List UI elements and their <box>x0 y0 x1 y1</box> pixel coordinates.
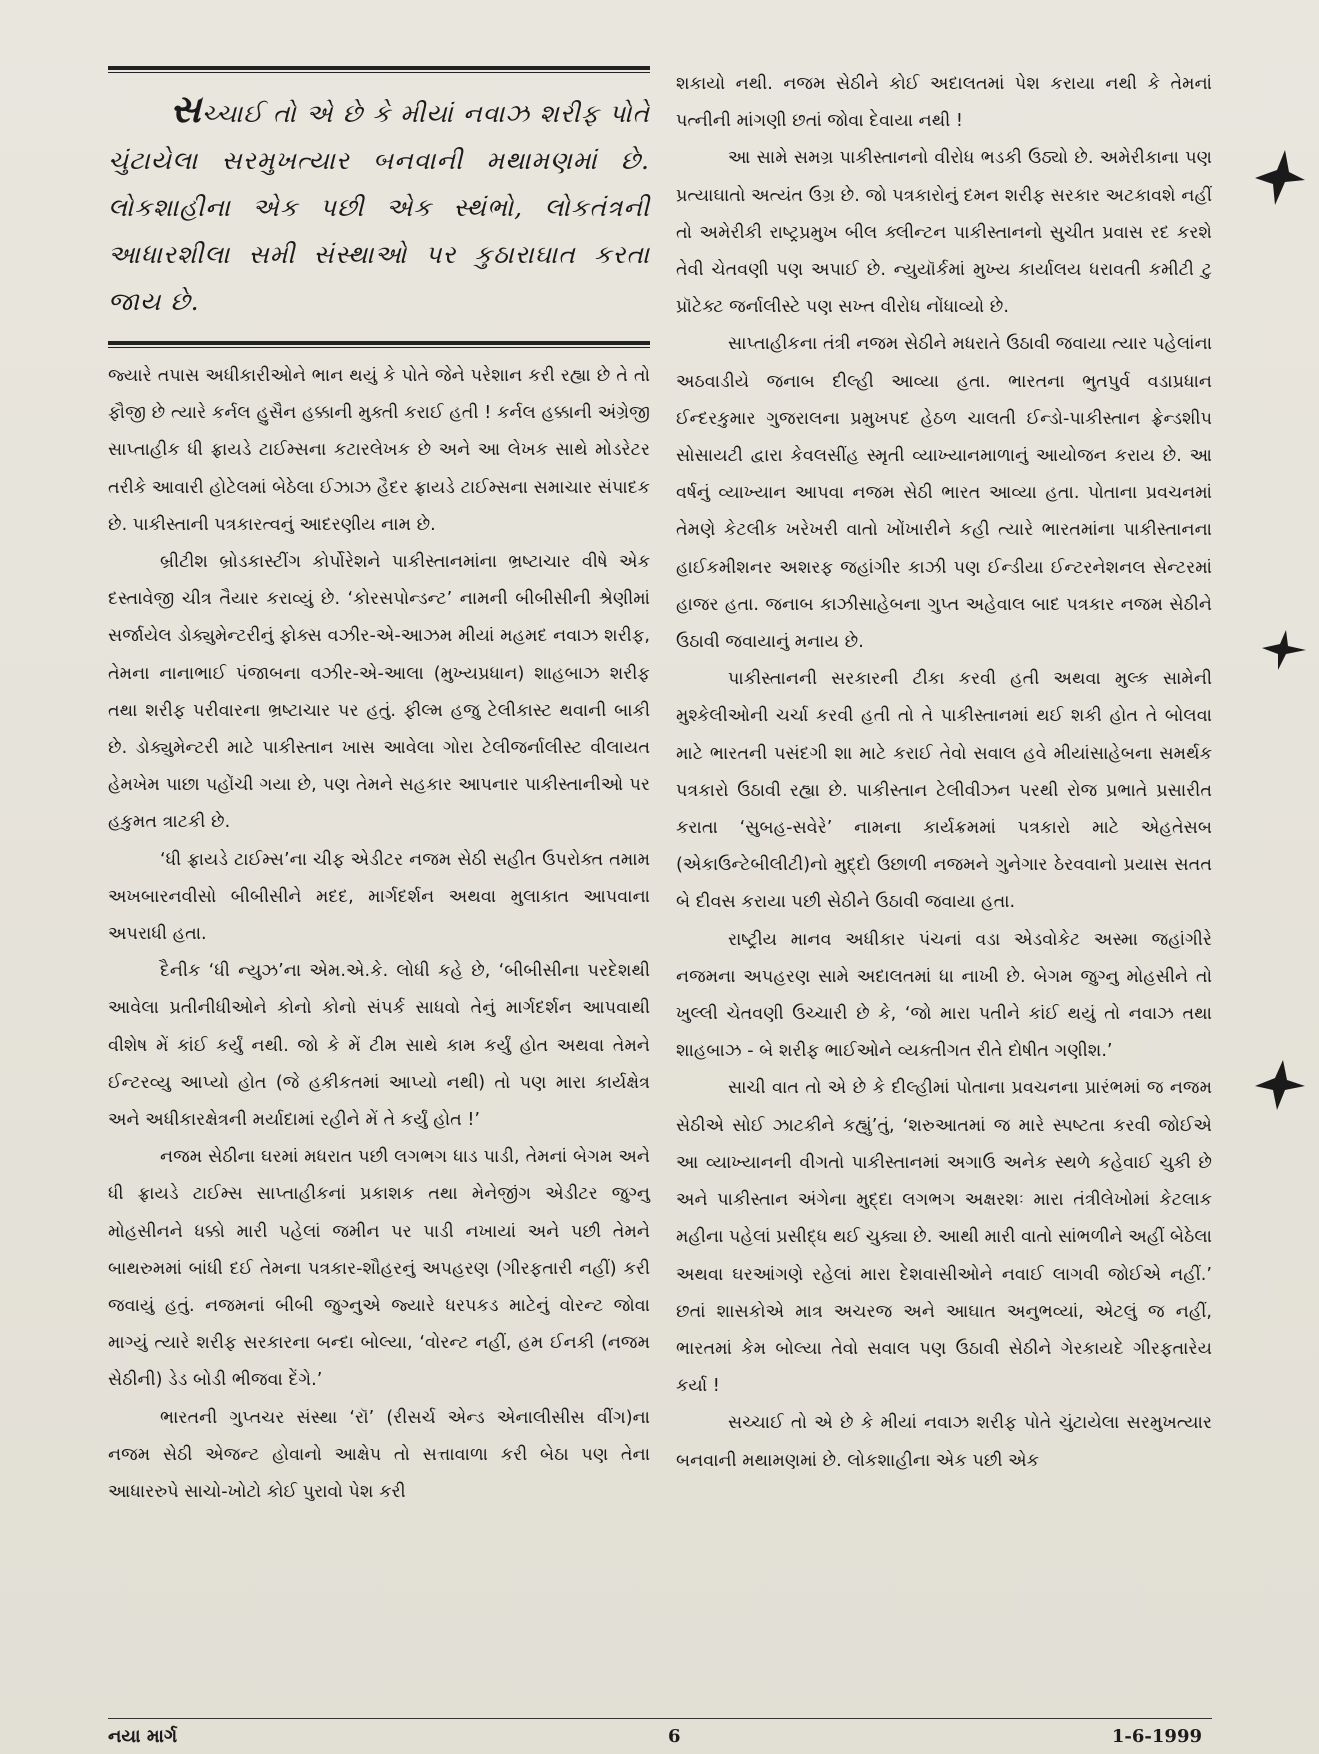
left-body <box>108 358 650 1511</box>
page-number: 6 <box>668 1726 681 1747</box>
left-column <box>108 66 650 1511</box>
pullquote <box>108 73 650 341</box>
pullquote-top-rule <box>108 66 650 73</box>
paragraph: શકાયો નથી. નજમ સેઠીને કોઈ અદાલતમાં પેશ કરાયા નથી કે તેમનાં પત્નીની માંગણી છતાં જોવા દેવાયા નથી ! <box>676 74 1212 132</box>
tear-mark-icon <box>1255 150 1305 210</box>
paragraph: જ્યારે તપાસ અધીકારીઓને ભાન થયું કે પોતે જેને પરેશાન કરી રહ્યા છે તે તો ફૌજી છે ત્યારે કર્નલ હુસૈન હક્કાની મુક્તી કરાઈ હતી ! કર્નલ હક્કાની અંગ્રેજી સાપ્તાહીક ધી ફ્રાયડે ટાઈમ્સના કટારલેખક છે અને આ લેખક સાથે મોડરેટર તરીકે આવારી હોટેલમાં બેઠેલા ઈઝાઝ હૈદર ફ્રાયડે ટાઈમ્સના સમાચાર સંપાદક છે. પાકીસ્તાની પત્રકારત્વનું આદરણીય નામ છે. <box>108 366 650 535</box>
pullquote-dropcap: સ <box>170 86 202 131</box>
issue-date: 1-6-1999 <box>1111 1726 1202 1747</box>
paragraph: સાપ્તાહીકના તંત્રી નજમ સેઠીને મધરાતે ઉઠાવી જવાયા ત્યાર પહેલાંના અઠવાડીયે જનાબ દીલ્હી આવ્યા હતા. ભારતના ભુતપુર્વ વડાપ્રધાન ઈન્દરકુમાર ગુજરાલના પ્રમુખપદ હેઠળ ચાલતી ઈન્ડો-પાકીસ્તાન ફ્રેન્ડશીપ સોસાયટી દ્વારા કેવલસીંહ સ્મૃતી વ્યાખ્યાનમાળાનું આયોજન કરાય છે. આ વર્ષનું વ્યાખ્યાન આપવા નજમ સેઠી ભારત આવ્યા હતા. પોતાના પ્રવચનમાં તેમણે કેટલીક ખરેખરી વાતો ખોંખારીને કહી ત્યારે ભારતમાંના પાકીસ્તાનના હાઈકમીશનર અશરફ જહાંગીર કાઝી પણ ઈન્ડીયા ઈન્ટરનેશનલ સેન્ટરમાં હાજર હતા. જનાબ કાઝીસાહેબના ગુપ્ત અહેવાલ બાદ પત્રકાર નજમ સેઠીને ઉઠાવી જવાયાનું મનાય છે. <box>676 334 1212 653</box>
paragraph: બ્રીટીશ બ્રોડકાસ્ટીંગ કોર્પોરેશને પાકીસ્તાનમાંના ભ્રષ્ટાચાર વીષે એક દસ્તાવેજી ચીત્ર તૈયાર કરાવ્યું છે. ‘કોરસપોન્ડન્ટ’ નામની બીબીસીની શ્રેણીમાં સર્જાયેલ ડોક્યુમેન્ટરીનું ફોક્સ વઝીર-એ-આઝમ મીયાં મહમદ નવાઝ શરીફ, તેમના નાનાભાઈ પંજાબના વઝીર-એ-આલા (મુખ્યપ્રધાન) શાહબાઝ શરીફ તથા શરીફ પરીવારના ભ્રષ્ટાચાર પર હતું. ફીલ્મ હજુ ટેલીકાસ્ટ થવાની બાકી છે. ડોક્યુમેન્ટરી માટે પાકીસ્તાન ખાસ આવેલા ગોરા ટેલીજર્નાલીસ્ટ વીલાયત હેમખેમ પાછા પહોંચી ગયા છે, પણ તેમને સહકાર આપનાર પાકીસ્તાનીઓ પર હકુમત ત્રાટકી છે. <box>108 552 650 833</box>
paragraph: સાચી વાત તો એ છે કે દીલ્હીમાં પોતાના પ્રવચનના પ્રારંભમાં જ નજમ સેઠીએ સોઈ ઝાટકીને કહ્યું’તું, ‘શરુઆતમાં જ મારે સ્પષ્ટતા કરવી જોઈએ આ વ્યાખ્યાનની વીગતો પાકીસ્તાનમાં અગાઉ અનેક સ્થળે કહેવાઈ ચુકી છે અને પાકીસ્તાન અંગેના મુદ્દા લગભગ અક્ષરશઃ મારા તંત્રીલેખોમાં કેટલાક મહીના પહેલાં પ્રસીદ્ધ થઈ ચુક્યા છે. આથી મારી વાતો સાંભળીને અહીં બેઠેલા અથવા ઘરઆંગણે રહેલાં મારા દેશવાસીઓને નવાઈ લાગવી જોઈએ નહીં.’ છતાં શાસકોએ માત્ર અચરજ અને આઘાત અનુભવ્યાં, એટલું જ નહીં, ભારતમાં કેમ બોલ્યા તેવો સવાલ પણ ઉઠાવી સેઠીને ગેરકાયદે ગીરફતારેય કર્યા ! <box>676 1078 1212 1397</box>
paragraph: રાષ્ટ્રીય માનવ અધીકાર પંચનાં વડા એડવોકેટ અસ્મા જહાંગીરે નજમના અપહરણ સામે અદાલતમાં ધા નાખી છે. બેગમ જુગ્નુ મોહસીને તો ખુલ્લી ચેતવણી ઉચ્ચારી છે કે, ‘જો મારા પતીને કાંઈ થયું તો નવાઝ તથા શાહબાઝ - બે શરીફ ભાઈઓને વ્યક્તીગત રીતે દોષીત ગણીશ.’ <box>676 929 1212 1062</box>
pullquote-bottom-rule <box>108 341 650 348</box>
page-footer <box>108 1720 1212 1750</box>
paragraph: ‘ધી ફ્રાયડે ટાઈમ્સ’ના ચીફ એડીટર નજમ સેઠી સહીત ઉપરોક્ત તમામ અખબારનવીસો બીબીસીને મદદ, માર્ગદર્શન અથવા મુલાકાત આપવાના અપરાધી હતા. <box>108 849 650 945</box>
paragraph: આ સામે સમગ્ર પાકીસ્તાનનો વીરોધ ભડકી ઉઠ્યો છે. અમેરીકાના પણ પ્રત્યાઘાતો અત્યંત ઉગ્ર છે. જો પત્રકારોનું દમન શરીફ સરકાર અટકાવશે નહીં તો અમેરીકી રાષ્ટ્રપ્રમુખ બીલ ક્લીન્ટન પાકીસ્તાનનો સુચીત પ્રવાસ રદ કરશે તેવી ચેતવણી પણ અપાઈ છે. ન્યુયૉર્કમાં મુખ્ય કાર્યાલય ધરાવતી કમીટી ટુ પ્રૉટેક્ટ જર્નાલીસ્ટે પણ સખ્ત વીરોધ નોંધાવ્યો છે. <box>676 148 1212 318</box>
paragraph: સચ્ચાઈ તો એ છે કે મીયાં નવાઝ શરીફ પોતે ચુંટાયેલા સરમુખત્યાર બનવાની મથામણમાં છે. લોકશાહીના એક પછી એક <box>676 1413 1212 1471</box>
footer-rule <box>108 1718 1212 1719</box>
pullquote-text: ચ્ચાઈ તો એ છે કે મીયાં નવાઝ શરીફ પોતે ચુંટાયેલા સરમુખત્યાર બનવાની મથામણમાં છે. લોકશાહીના એક પછી એક સ્થંભો, લોકતંત્રની આધારશીલા સમી સંસ્થાઓ પર કુઠારાઘાત કરતા જાય છે. <box>108 99 650 316</box>
tear-mark-icon <box>1255 1060 1305 1110</box>
tear-mark-icon <box>1262 630 1306 670</box>
right-column <box>676 66 1212 1480</box>
paragraph: ભારતની ગુપ્તચર સંસ્થા ‘રૉ’ (રીસર્ચ એન્ડ એનાલીસીસ વીંગ)ના નજમ સેઠી એજન્ટ હોવાનો આક્ષેપ તો સત્તાવાળા કરી બેઠા પણ તેના આધારરુપે સાચો-ખોટો કોઈ પુરાવો પેશ કરી <box>108 1407 650 1503</box>
paragraph: દૈનીક ‘ધી ન્યુઝ’ના એમ.એ.કે. લોધી કહે છે, ‘બીબીસીના પરદેશથી આવેલા પ્રતીનીધીઓને કોનો કોનો સંપર્ક સાધવો તેનું માર્ગદર્શન આપવાથી વીશેષ મેં કાંઈ કર્યું નથી. જો કે મેં ટીમ સાથે કામ કર્યું હોત અથવા તેમને ઈન્ટરવ્યુ આપ્યો હોત (જે હકીકતમાં આપ્યો નથી) તો પણ મારા કાર્યક્ષેત્ર અને અધીકારક્ષેત્રની મર્યાદામાં રહીને મેં તે કર્યું હોત !’ <box>108 961 650 1131</box>
publication-name: નયા માર્ગ <box>108 1726 178 1747</box>
paragraph: પાકીસ્તાનની સરકારની ટીકા કરવી હતી અથવા મુલ્ક સામેની મુશ્કેલીઓની ચર્ચા કરવી હતી તો તે પાકીસ્તાનમાં થઈ શકી હોત તે બોલવા માટે ભારતની પસંદગી શા માટે કરાઈ તેવો સવાલ હવે મીયાંસાહેબના સમર્થક પત્રકારો ઉઠાવી રહ્યા છે. પાકીસ્તાન ટેલીવીઝન પરથી રોજ પ્રભાતે પ્રસારીત કરાતા ‘સુબહ-સવેરે’ નામના કાર્યક્રમમાં પત્રકારો માટે એહતેસબ (એકાઉન્ટેબીલીટી)નો મુદ્દો ઉછાળી નજમને ગુનેગાર ઠેરવવાનો પ્રયાસ સતત બે દીવસ કરાયા પછી સેઠીને ઉઠાવી જવાયા હતા. <box>676 669 1212 913</box>
paragraph: નજમ સેઠીના ઘરમાં મધરાત પછી લગભગ ધાડ પાડી, તેમનાં બેગમ અને ધી ફ્રાયડે ટાઈમ્સ સાપ્તાહીકનાં પ્રકાશક તથા મેનેજીંગ એડીટર જુગ્નુ મોહસીનને ધક્કો મારી પહેલાં જમીન પર પાડી નખાયાં અને પછી તેમને બાથરુમમાં બાંધી દઈ તેમના પત્રકાર-શૌહરનું અપહરણ (ગીરફતારી નહીં) કરી જવાયું હતું. નજમનાં બીબી જુગ્નુએ જ્યારે ધરપકડ માટેનું વોરન્ટ જોવા માગ્યું ત્યારે શરીફ સરકારના બન્દા બોલ્યા, ‘વોરન્ટ નહીં, હમ ઈનકી (નજમ સેઠીની) ડેડ બોડી ભીજવા દેંગે.’ <box>108 1147 650 1391</box>
